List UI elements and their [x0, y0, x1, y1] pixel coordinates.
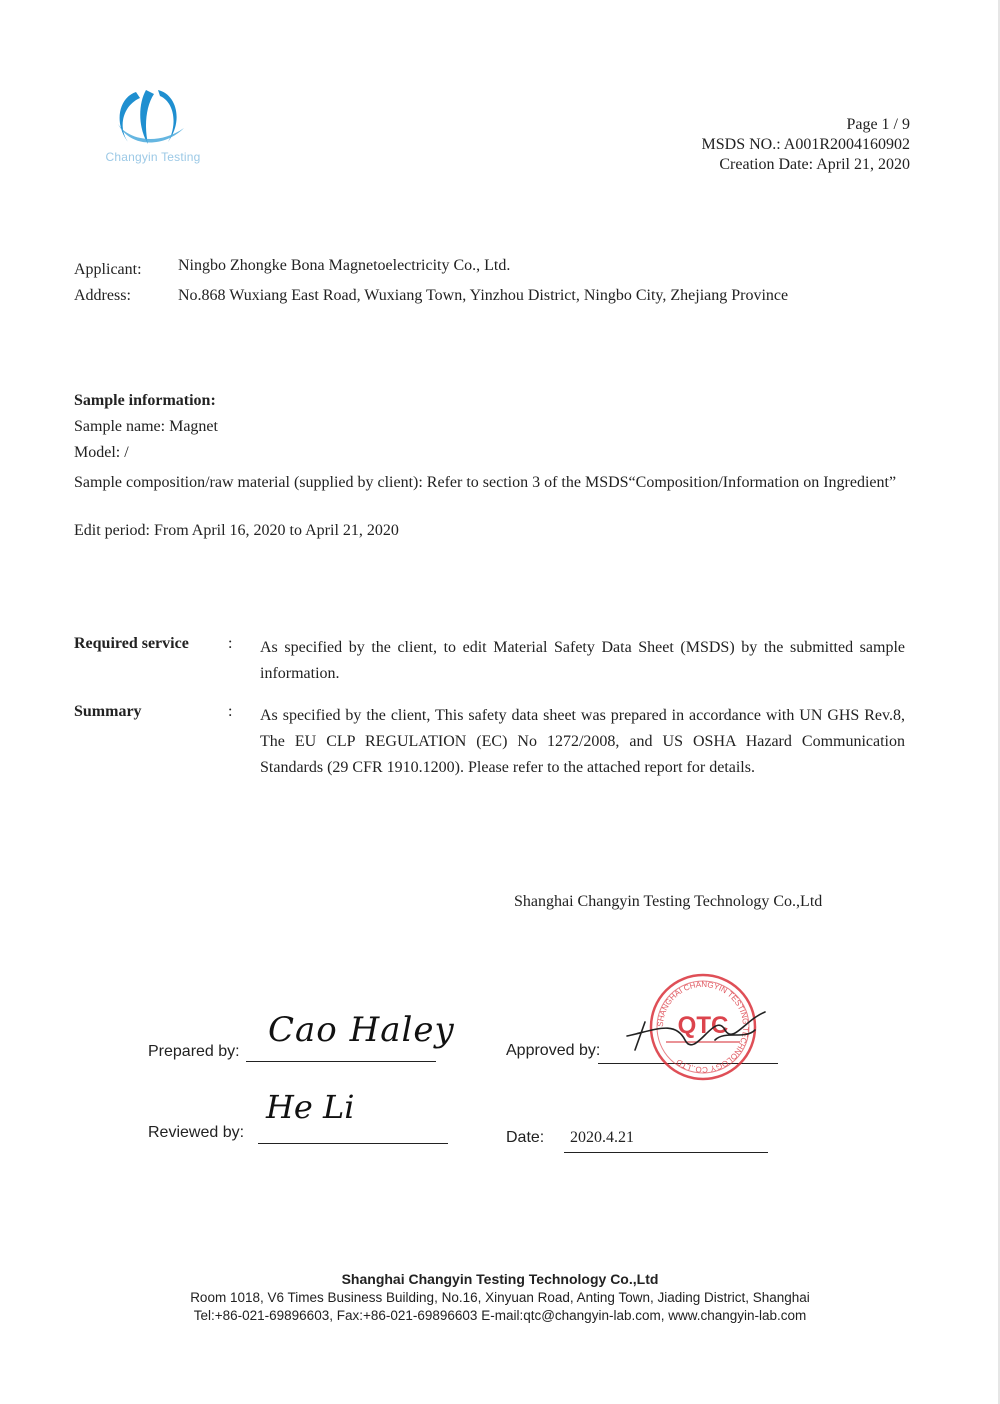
footer-company: Shanghai Changyin Testing Technology Co.,Ltd — [341, 1271, 659, 1287]
footer-address: Room 1018, V6 Times Business Building, No.16, Xinyuan Road, Anting Town, Jiading District, Shanghai — [190, 1290, 810, 1305]
required-service-text: As specified by the client, to edit Material Safety Data Sheet (MSDS) by the submitted sample information. — [260, 639, 905, 682]
sample-heading: Sample information: — [74, 392, 216, 409]
sample-model: Model: / — [74, 444, 129, 461]
stamp-ring-text: SHANGHAI CHANGYIN TESTING TECHNOLOGY CO.,LTD — [655, 979, 751, 1075]
summary-label: Summary — [74, 703, 142, 720]
reviewed-by-signature: He Li — [266, 1088, 355, 1126]
sample-composition: Sample composition/raw material (supplied by client): Refer to section 3 of the MSDS“Composition/Information on Ingredient” — [74, 474, 897, 491]
company-logo — [88, 84, 218, 176]
applicant-label: Applicant: — [74, 261, 142, 278]
logo-text: Changyin Testing — [105, 150, 201, 164]
edit-period: Edit period: From April 16, 2020 to April 21, 2020 — [74, 522, 399, 539]
summary-colon: : — [228, 703, 233, 720]
date-line — [564, 1152, 768, 1153]
footer-contact: Tel:+86-021-69896603, Fax:+86-021-69896603 E-mail:qtc@changyin-lab.com, www.changyin-lab.com — [193, 1308, 807, 1323]
required-service-label: Required service — [74, 635, 189, 652]
prepared-by-label: Prepared by: — [148, 1043, 240, 1060]
creation-date: Creation Date: April 21, 2020 — [719, 156, 910, 173]
reviewed-by-label: Reviewed by: — [148, 1124, 245, 1141]
applicant-value: Ningbo Zhongke Bona Magnetoelectricity Co., Ltd. — [178, 257, 511, 274]
date-value: 2020.4.21 — [570, 1129, 634, 1146]
msds-number: MSDS NO.: A001R2004160902 — [701, 136, 910, 153]
sample-name: Sample name: Magnet — [74, 418, 218, 435]
approved-by-label: Approved by: — [506, 1042, 601, 1059]
required-service-colon: : — [228, 635, 233, 652]
approved-signature-icon — [615, 1000, 775, 1065]
address-value: No.868 Wuxiang East Road, Wuxiang Town, Yinzhou District, Ningbo City, Zhejiang Province — [178, 287, 789, 304]
page-number: Page 1 / 9 — [846, 116, 910, 133]
company-signoff: Shanghai Changyin Testing Technology Co.,Ltd — [514, 893, 823, 910]
stamp-text: QTC — [677, 1012, 729, 1039]
changyin-logo-icon — [88, 84, 218, 154]
reviewed-by-line — [258, 1143, 448, 1144]
prepared-by-signature: Cao Haley — [268, 1010, 455, 1050]
prepared-by-line — [246, 1061, 436, 1062]
address-label: Address: — [74, 287, 131, 304]
date-label: Date: — [506, 1129, 545, 1146]
summary-text: As specified by the client, This safety data sheet was prepared in accordance with UN GHS Rev.8, The EU CLP REGULATION (EC) No 1272/2008, and US OSHA Hazard Communication Standards (29 CFR 1910.1200). Please refer to the attached report for details. — [260, 707, 905, 776]
